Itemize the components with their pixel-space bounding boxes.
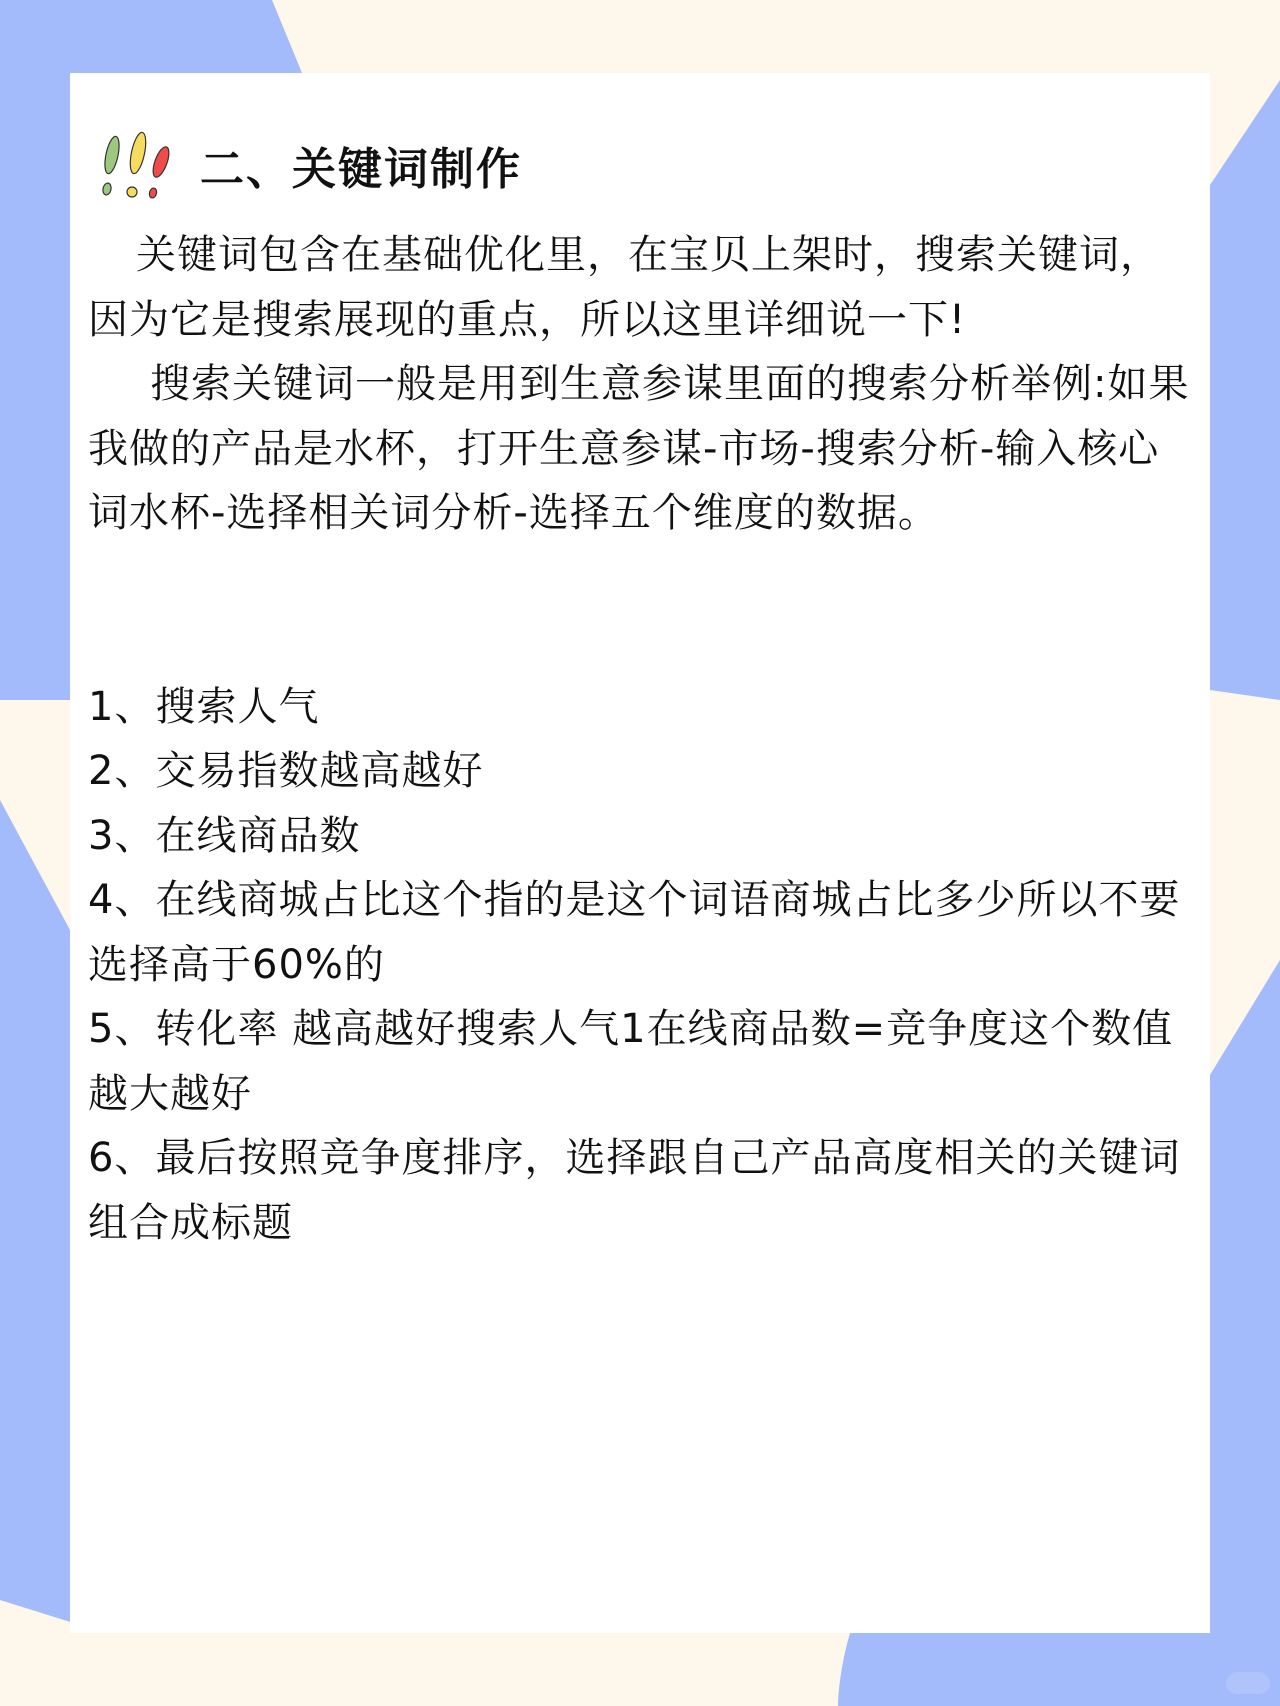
list-item: 4、在线商城占比这个指的是这个词语商城占比多少所以不要选择高于60%的 <box>88 877 1181 988</box>
method-paragraph: 搜索关键词一般是用到生意参谋里面的搜索分析举例:如果我做的产品是水杯，打开生意参谋-市场-搜索分析-输入核心词水杯-选择相关词分析-选择五个维度的数据。 <box>88 361 1190 536</box>
intro-paragraph: 关键词包含在基础优化里，在宝贝上架时，搜索关键词，因为它是搜索展现的重点，所以这里详细说一下! <box>88 232 1161 343</box>
page-title: 二、关键词制作 <box>200 144 522 195</box>
spacer <box>88 546 1198 675</box>
article-body <box>88 223 1198 1255</box>
triple-exclamation-icon <box>98 125 178 205</box>
section-header <box>98 125 522 205</box>
list-item: 5、转化率 越高越好搜索人气1在线商品数=竞争度这个数值越大越好 <box>88 1006 1174 1117</box>
list-item: 6、最后按照竞争度排序，选择跟自己产品高度相关的关键词组合成标题 <box>88 1135 1181 1246</box>
content-card <box>70 73 1210 1633</box>
watermark-logo <box>1226 1672 1270 1694</box>
list-item: 1、搜索人气 <box>88 683 320 730</box>
list-item: 2、交易指数越高越好 <box>88 748 484 794</box>
list-item: 3、在线商品数 <box>88 812 361 859</box>
